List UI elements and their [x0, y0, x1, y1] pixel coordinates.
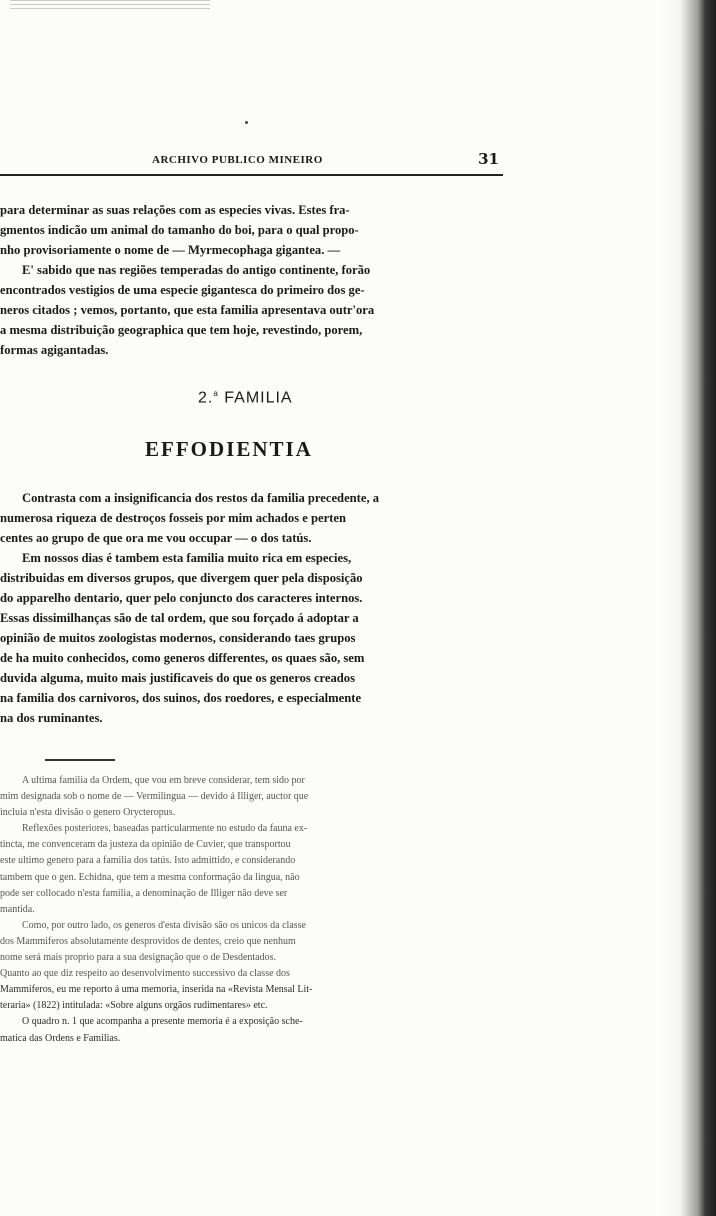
text-line: gmentos indicão um animal do tamanho do boi, para o qual propo- — [0, 223, 359, 237]
text-line: neros citados ; vemos, portanto, que esta familia apresentava outr'ora — [0, 303, 375, 317]
text-line: formas agigantadas. — [0, 343, 109, 357]
text-line: duvida alguma, muito mais justificaveis do que os generos creados — [0, 671, 355, 685]
text-line: encontrados vestigios de uma especie gigantesca do primeiro dos ge- — [0, 283, 365, 297]
text-line: nho provisoriamente o nome de — Myrmecophaga gigantea. — — [0, 243, 341, 257]
text-line: de ha muito conhecidos, como generos differentes, os quaes são, sem — [0, 651, 365, 665]
footnote-line: A ultima familia da Ordem, que vou em breve considerar, tem sido por — [22, 775, 305, 786]
page-number: 31 — [478, 150, 499, 168]
section-heading: EFFODIENTIA — [145, 437, 313, 461]
footnote-line: mantida. — [0, 903, 35, 915]
footnote-line: Mammiferos, eu me reporto á uma memoria, inserida na «Revista Mensal Lit- — [0, 984, 313, 996]
footnote-line: tincta, me convenceram da justeza da opinião de Cuvier, que transportou — [0, 839, 291, 851]
footnote-rule — [45, 759, 115, 761]
text-line: do apparelho dentario, quer pelo conjuncto dos caracteres internos. — [0, 591, 363, 605]
footnote-line: nome será mais proprio para a sua designação que o de Desdentados. — [0, 952, 277, 964]
paragraph-intro — [0, 200, 516, 360]
running-header — [0, 150, 505, 172]
text-line: distribuidas em diversos grupos, que divergem quer pela disposição — [0, 571, 363, 585]
footnote-line: dos Mammiferos absolutamente desprovidos de dentes, creio que nenhum — [0, 935, 296, 947]
paragraph-main — [0, 488, 516, 728]
scan-artifact — [10, 0, 210, 12]
header-title: ARCHIVO PUBLICO MINEIRO — [152, 154, 323, 166]
header-rule — [0, 174, 503, 176]
section-label: FAMILIA — [224, 389, 293, 407]
footnote-line: mim designada sob o nome de — Vermilingua — devido á Illiger, auctor que — [0, 791, 309, 803]
text-line: numerosa riqueza de destroços fosseis por mim achados e perten — [0, 511, 346, 525]
footnote-line: matica das Ordens e Familias. — [0, 1032, 121, 1044]
book-spine-shadow — [656, 0, 716, 1216]
text-line: para determinar as suas relações com as especies vivas. Estes fra- — [0, 203, 350, 217]
section-ordinal-sup: a — [213, 389, 219, 398]
footnote-line: teraria» (1822) intitulada: «Sobre alguns orgãos rudimentares» etc. — [0, 1000, 268, 1012]
footnote-line: pode ser collocado n'esta familia, a denominação de Illiger não deve ser — [0, 887, 288, 899]
text-line: Em nossos dias é tambem esta familia muito rica em especies, — [22, 551, 352, 565]
footnote-line: Como, por outro lado, os generos d'esta divisão são os unicos da classe — [22, 919, 306, 931]
section-ordinal: 2. — [198, 389, 214, 407]
text-line: opinião de muitos zoologistas modernos, considerando taes grupos — [0, 631, 356, 645]
text-line: Essas dissimilhanças são de tal ordem, que sou forçado á adoptar a — [0, 611, 359, 625]
footnotes — [0, 773, 512, 1047]
footnote-line: Reflexões posteriores, baseadas particularmente no estudo da fauna ex- — [22, 823, 308, 835]
footnote-line: incluia n'esta divisão o genero Orycteropus. — [0, 807, 176, 819]
text-line: Contrasta com a insignificancia dos restos da familia precedente, a — [22, 491, 380, 505]
text-line: na dos ruminantes. — [0, 711, 103, 725]
footnote-line: este ultimo genero para a familia dos tatús. Isto admittido, e considerando — [0, 855, 296, 867]
section-number — [198, 389, 293, 407]
text-line: centes ao grupo de que ora me vou occupar — o dos tatús. — [0, 531, 312, 545]
footnote-line: tambem que o gen. Echidna, que tem a mesma conformação da lingua, não — [0, 871, 300, 883]
text-line: E' sabido que nas regiões temperadas do antigo continente, forão — [22, 263, 371, 277]
ink-dot — [245, 121, 248, 124]
footnote-line: O quadro n. 1 que acompanha a presente memoria é a exposição sche- — [22, 1016, 303, 1028]
footnote-line: Quanto ao que diz respeito ao desenvolvimento successivo da classe dos — [0, 968, 290, 980]
text-line: a mesma distribuição geographica que tem hoje, revestindo, porem, — [0, 323, 363, 337]
text-line: na familia dos carnivoros, dos suinos, dos roedores, e especialmente — [0, 691, 362, 705]
